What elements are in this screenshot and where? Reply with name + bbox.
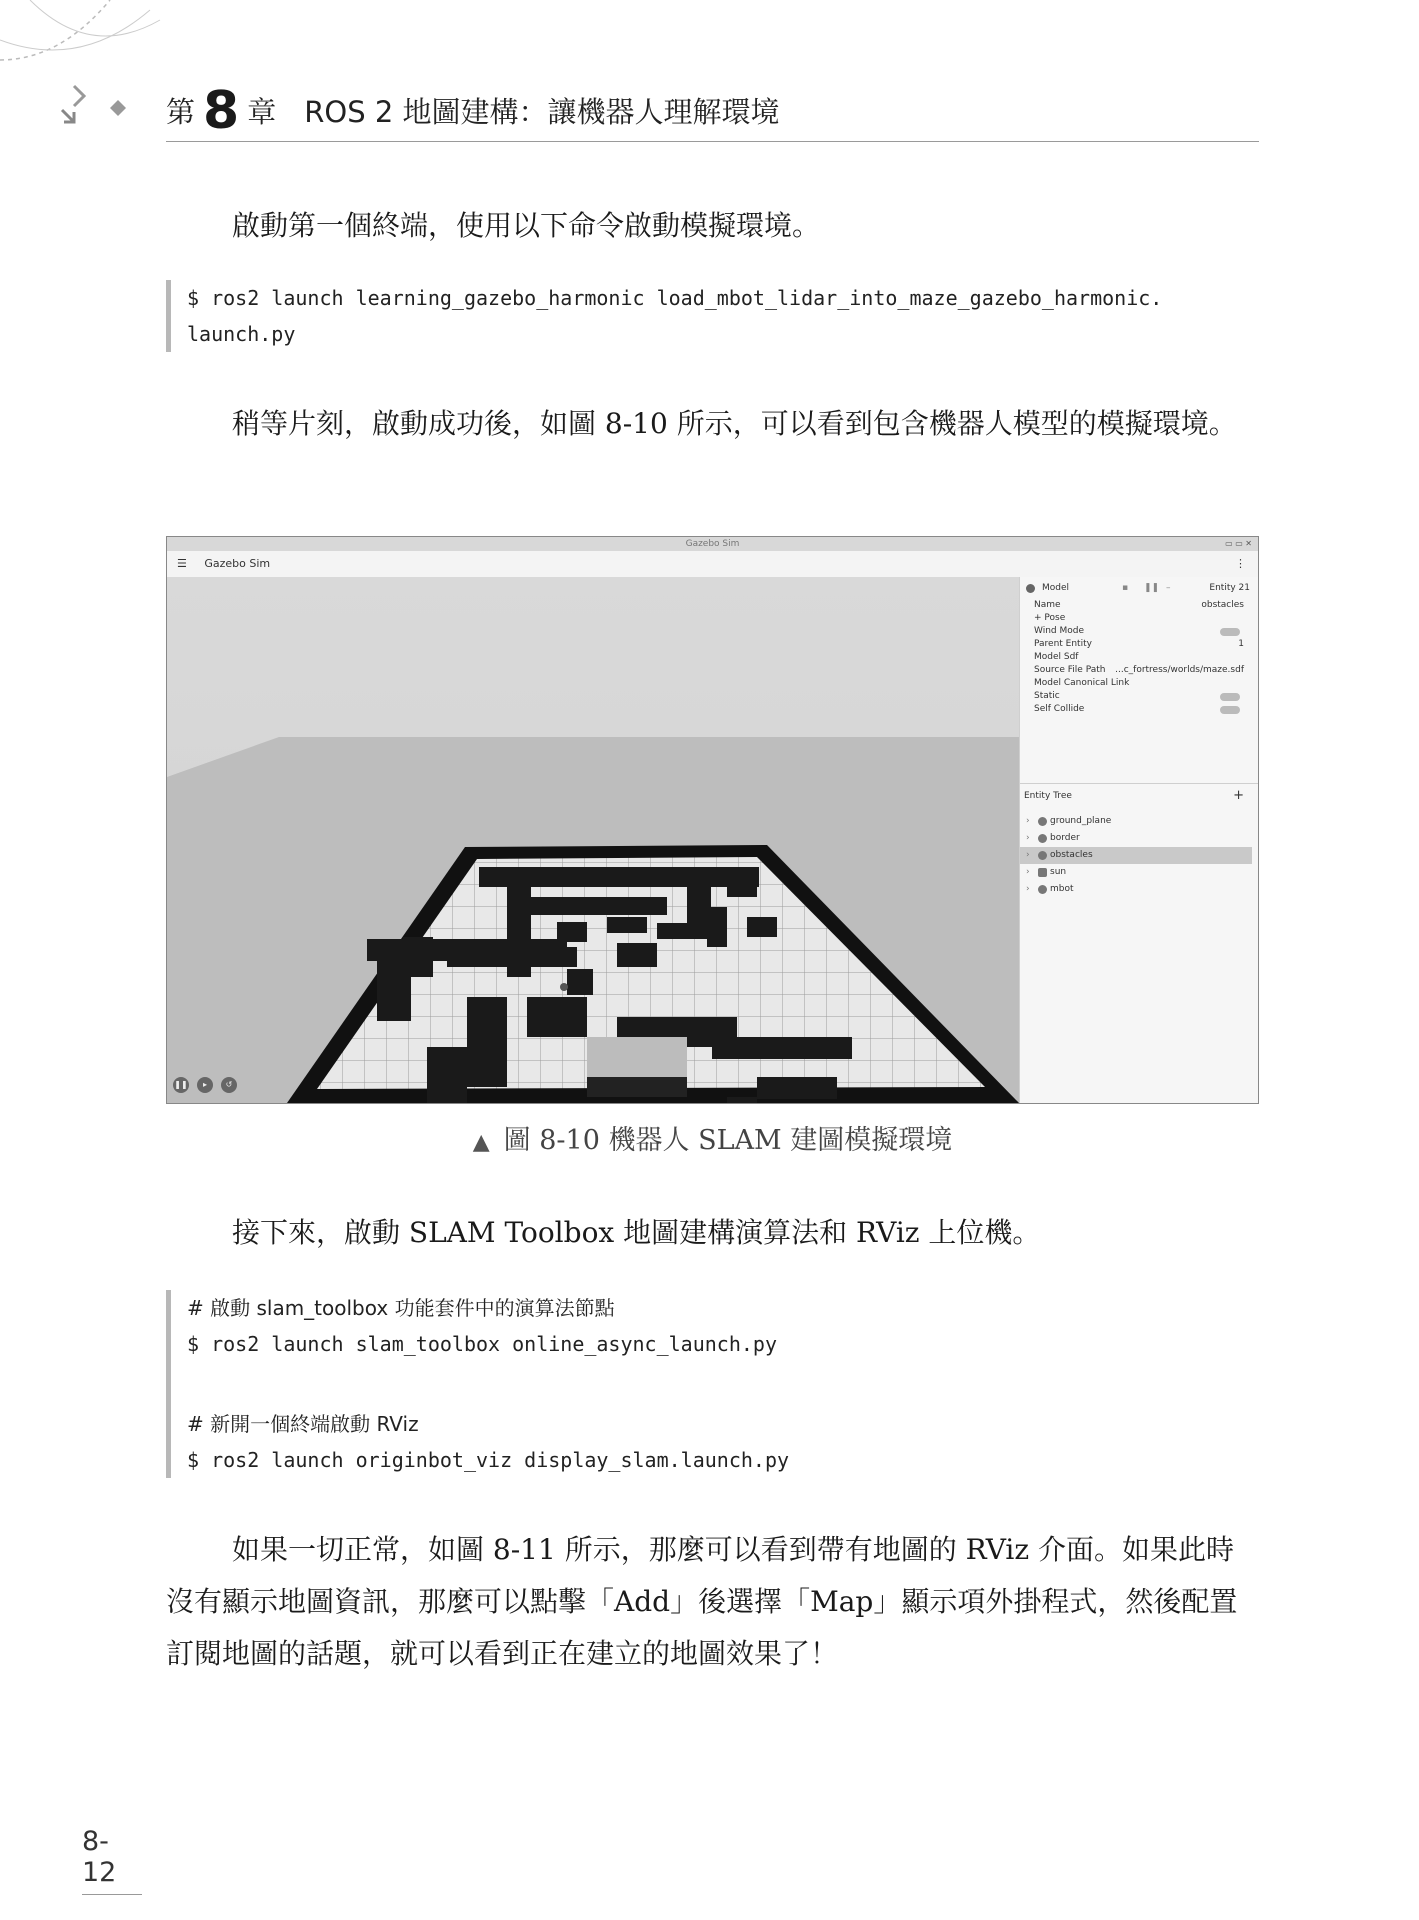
reset-icon[interactable]: ↺	[221, 1077, 237, 1093]
minimize-icon[interactable]: –	[1166, 583, 1171, 593]
tree-item-obstacles[interactable]: › obstacles	[1020, 847, 1252, 864]
entity-label: Entity 21	[1209, 583, 1250, 593]
model-panel-title: Model	[1042, 583, 1070, 593]
model-icon	[1038, 851, 1047, 860]
panel-divider	[1020, 783, 1258, 784]
code-line: $ ros2 launch learning_gazebo_harmonic load_mbot_lidar_into_maze_gazebo_harmonic.	[187, 286, 1163, 310]
entity-tree-header	[1024, 788, 1250, 807]
menubar	[167, 551, 1258, 578]
pause-panel-icon[interactable]: ❚❚	[1144, 583, 1160, 593]
code-comment: # 新開一個終端啟動 RViz	[187, 1412, 419, 1436]
triangle-marker-icon: ▲	[472, 1130, 490, 1155]
window-titlebar: Gazebo Sim	[167, 537, 1258, 551]
model-icon	[1038, 817, 1047, 826]
paragraph-4: 如果一切正常，如圖 8-11 所示，那麼可以看到帶有地圖的 RViz 介面。如果此時沒有顯示地圖資訊，那麼可以點擊「Add」後選擇「Map」顯示項外掛程式，然後配置訂閱地圖的話題，就可以看到正在建立的地圖效果了！	[166, 1533, 1238, 1670]
add-entity-button[interactable]: +	[1233, 788, 1244, 803]
more-options-icon[interactable]: ⋮	[1235, 557, 1246, 570]
property-row: Self Collide	[1034, 703, 1244, 716]
corner-decoration	[0, 0, 170, 140]
robot-marker	[560, 983, 568, 991]
paragraph-2: 稍等片刻，啟動成功後，如圖 8-10 所示，可以看到包含機器人模型的模擬環境。	[232, 407, 1237, 440]
app-name: Gazebo Sim	[204, 557, 271, 570]
window-controls: ▭ ▭ ✕	[1225, 539, 1252, 548]
code-comment: # 啟動 slam_toolbox 功能套件中的演算法節點	[187, 1296, 615, 1320]
code-line: launch.py	[187, 322, 296, 346]
maze-3d-scene	[167, 577, 1019, 1103]
lock-icon[interactable]: ▪	[1122, 583, 1129, 593]
code-block-1	[166, 280, 1259, 352]
property-row: Parent Entity 1	[1034, 639, 1244, 649]
chapter-number: 8	[203, 81, 240, 141]
hamburger-menu-icon[interactable]: ☰	[177, 557, 187, 570]
property-row[interactable]: + Pose	[1034, 613, 1066, 623]
static-toggle[interactable]	[1220, 693, 1240, 701]
paragraph-3: 接下來，啟動 SLAM Toolbox 地圖建構演算法和 RViz 上位機。	[232, 1216, 1041, 1249]
step-icon[interactable]: ▸	[197, 1077, 213, 1093]
tree-item-ground-plane[interactable]: › ground_plane	[1026, 816, 1112, 826]
figure-gazebo-screenshot	[166, 536, 1259, 1104]
chapter-prefix: 第	[166, 95, 196, 129]
property-row: Source File Path ...c_fortress/worlds/maze.sdf	[1034, 665, 1244, 675]
tree-item-border[interactable]: › border	[1026, 833, 1080, 843]
property-row: Model Canonical Link	[1034, 678, 1130, 688]
model-icon	[1038, 885, 1047, 894]
code-line: $ ros2 launch slam_toolbox online_async_launch.py	[187, 1332, 778, 1356]
code-line: $ ros2 launch originbot_viz display_slam.launch.py	[187, 1448, 790, 1472]
self-collide-toggle[interactable]	[1220, 706, 1240, 714]
inspector-panel	[1019, 577, 1258, 1103]
tree-item-mbot[interactable]: › mbot	[1026, 884, 1074, 894]
entity-tree-title: Entity Tree	[1024, 791, 1072, 801]
page-number: 8-12	[82, 1826, 142, 1895]
paragraph-1: 啟動第一個終端，使用以下命令啟動模擬環境。	[232, 209, 821, 242]
chapter-title: ROS 2 地圖建構：讓機器人理解環境	[304, 95, 780, 129]
property-row: Model Sdf	[1034, 652, 1079, 662]
tree-item-sun[interactable]: › sun	[1026, 867, 1067, 877]
model-icon	[1026, 584, 1035, 593]
wind-mode-toggle[interactable]	[1220, 628, 1240, 636]
property-row: Wind Mode	[1034, 625, 1244, 638]
property-row: Name obstacles	[1034, 600, 1244, 610]
property-row: Static	[1034, 690, 1244, 703]
chapter-suffix: 章	[247, 95, 277, 129]
model-panel-header	[1026, 583, 1252, 597]
chapter-header	[166, 82, 1259, 142]
light-bulb-icon	[1038, 868, 1047, 877]
code-block-2	[166, 1290, 1259, 1478]
figure-caption	[166, 1118, 1259, 1157]
pause-icon[interactable]: ❚❚	[173, 1077, 189, 1093]
model-icon	[1038, 834, 1047, 843]
caption-text: 圖 8-10 機器人 SLAM 建圖模擬環境	[503, 1125, 953, 1156]
